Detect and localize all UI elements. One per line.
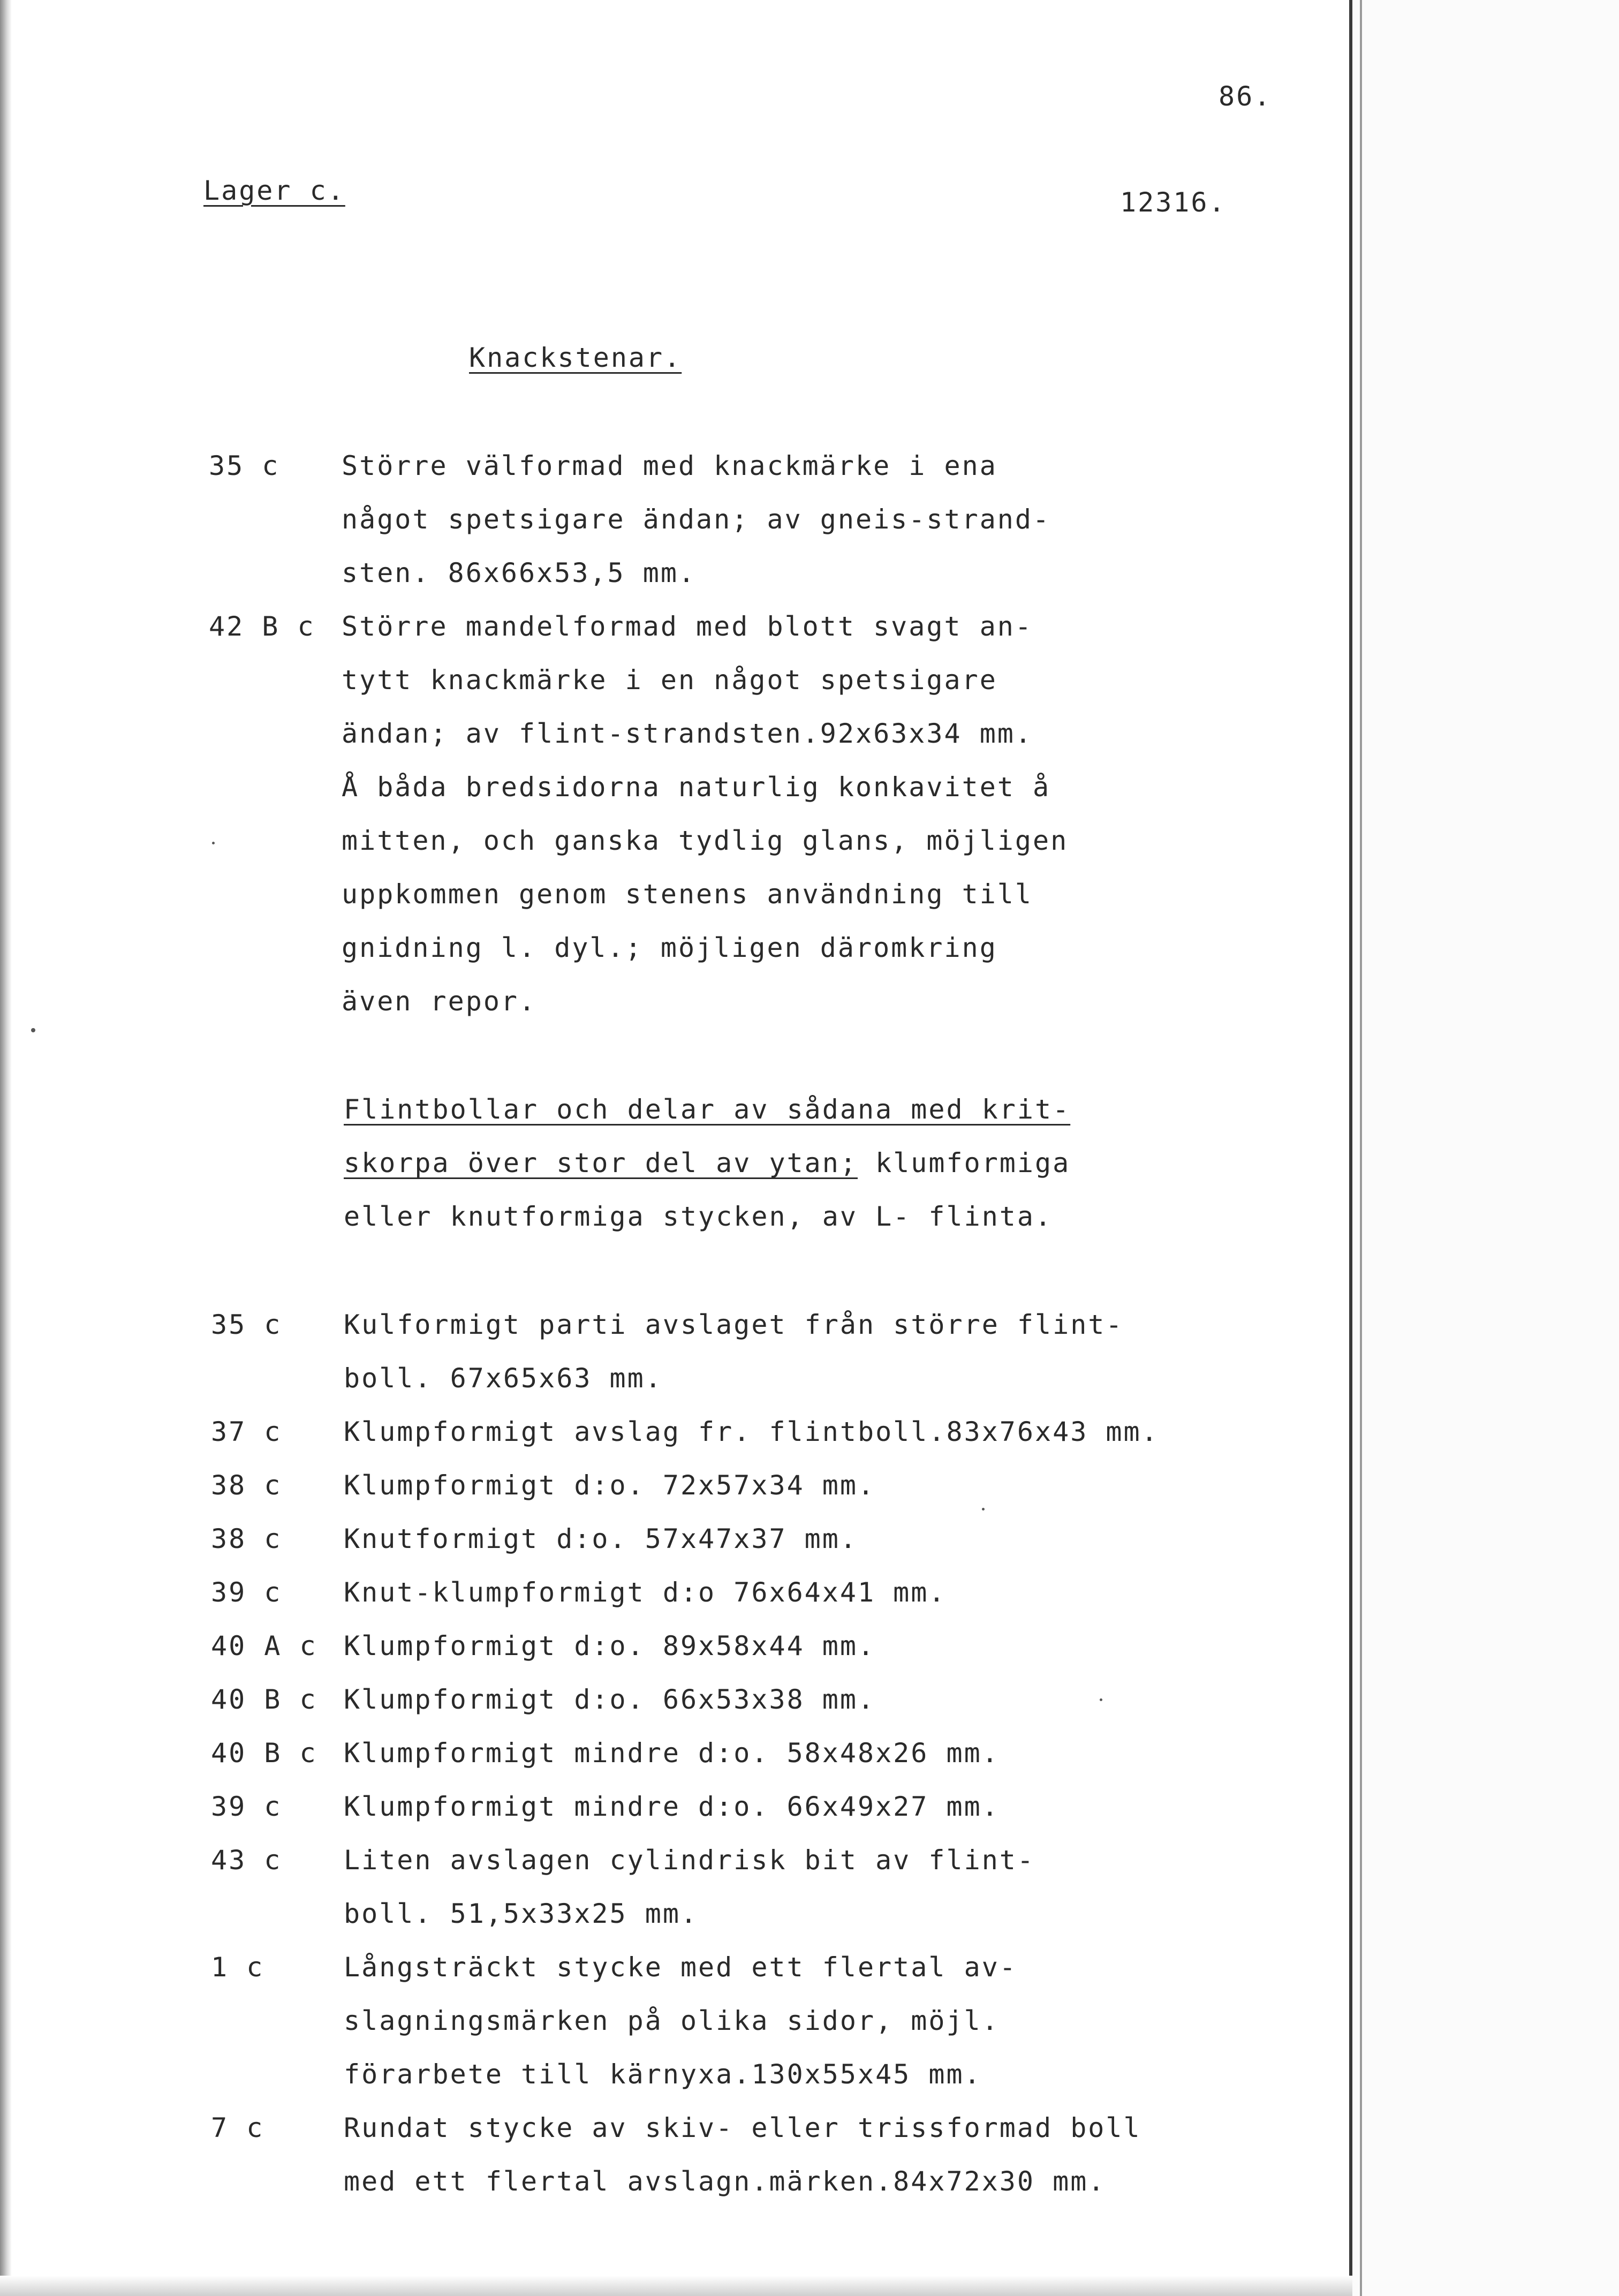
paper-speck — [212, 842, 215, 844]
header-left: Lager c. — [203, 175, 345, 206]
entry-line: sten. 86x66x53,5 mm. — [342, 557, 697, 588]
paper-speck — [1100, 1698, 1102, 1701]
entry-number: 38 c — [211, 1470, 282, 1501]
catalog-number: 12316. — [1120, 187, 1227, 218]
entry-number: 39 c — [211, 1791, 282, 1822]
entry-line: Knutformigt d:o. 57x47x37 mm. — [344, 1523, 858, 1554]
entry-number: 35 c — [211, 1309, 282, 1340]
entry-line: Klumpformigt mindre d:o. 58x48x26 mm. — [344, 1738, 1000, 1769]
entry-number: 40 B c — [211, 1738, 317, 1769]
entry-number: 39 c — [211, 1577, 282, 1608]
entry-line: gnidning l. dyl.; möjligen däromkring — [342, 932, 997, 963]
section-heading-line: eller knutformiga stycken, av L- flinta. — [344, 1201, 1053, 1232]
entry-line: även repor. — [342, 986, 537, 1017]
entry-line: Knut-klumpformigt d:o 76x64x41 mm. — [344, 1577, 947, 1608]
section-heading-rest: klumformiga — [857, 1147, 1071, 1179]
paper-bottom-edge — [0, 2276, 1352, 2296]
paper-right-edge — [1349, 0, 1619, 2296]
entry-line: Liten avslagen cylindrisk bit av flint- — [344, 1845, 1035, 1876]
entry-number: 43 c — [211, 1845, 282, 1876]
entry-number: 7 c — [211, 2112, 264, 2143]
entry-line: Större välformad med knackmärke i ena — [342, 450, 997, 481]
section-heading-line: Flintbollar och delar av sådana med krit- — [344, 1094, 1071, 1125]
entry-line: Klumpformigt d:o. 66x53x38 mm. — [344, 1684, 876, 1715]
entry-line: slagningsmärken på olika sidor, möjl. — [344, 2005, 1000, 2036]
entry-line: Klumpformigt avslag fr. flintboll.83x76x43 mm. — [344, 1416, 1159, 1447]
entry-line: Rundat stycke av skiv- eller trissformad boll — [344, 2112, 1141, 2143]
entry-line: uppkommen genom stenens användning till — [342, 879, 1033, 910]
entry-line: Klumpformigt d:o. 72x57x34 mm. — [344, 1470, 876, 1501]
page-number: 86. — [1219, 81, 1272, 112]
entry-line: Långsträckt stycke med ett flertal av- — [344, 1952, 1017, 1983]
entry-number: 42 B c — [209, 611, 315, 642]
entry-number: 38 c — [211, 1523, 282, 1554]
paper-speck — [31, 1028, 35, 1032]
entry-line: Större mandelformad med blott svagt an- — [342, 611, 1033, 642]
entry-line: Klumpformigt d:o. 89x58x44 mm. — [344, 1630, 876, 1661]
entry-number: 40 B c — [211, 1684, 317, 1715]
entry-line: boll. 67x65x63 mm. — [344, 1363, 663, 1394]
entry-line: ändan; av flint-strandsten.92x63x34 mm. — [342, 718, 1033, 749]
entry-line: något spetsigare ändan; av gneis-strand- — [342, 504, 1051, 535]
section-title: Knackstenar. — [469, 342, 682, 373]
entry-number: 1 c — [211, 1952, 264, 1983]
entry-line: Klumpformigt mindre d:o. 66x49x27 mm. — [344, 1791, 1000, 1822]
section-heading-underlined: skorpa över stor del av ytan; — [344, 1147, 858, 1179]
entry-line: Å båda bredsidorna naturlig konkavitet å — [342, 772, 1051, 803]
entry-number: 35 c — [209, 450, 280, 481]
entry-line: mitten, och ganska tydlig glans, möjligen — [342, 825, 1069, 856]
entry-line: med ett flertal avslagn.märken.84x72x30 mm. — [344, 2166, 1106, 2197]
entry-line: förarbete till kärnyxa.130x55x45 mm. — [344, 2059, 982, 2090]
entry-line: tytt knackmärke i en något spetsigare — [342, 664, 997, 696]
entry-number: 40 A c — [211, 1630, 317, 1661]
section-heading-line — [344, 1146, 1070, 1180]
paper-speck — [982, 1508, 985, 1510]
paper-left-edge — [0, 0, 12, 2296]
entry-line: boll. 51,5x33x25 mm. — [344, 1898, 699, 1929]
entry-line: Kulformigt parti avslaget från större flint- — [344, 1309, 1124, 1340]
entry-number: 37 c — [211, 1416, 282, 1447]
